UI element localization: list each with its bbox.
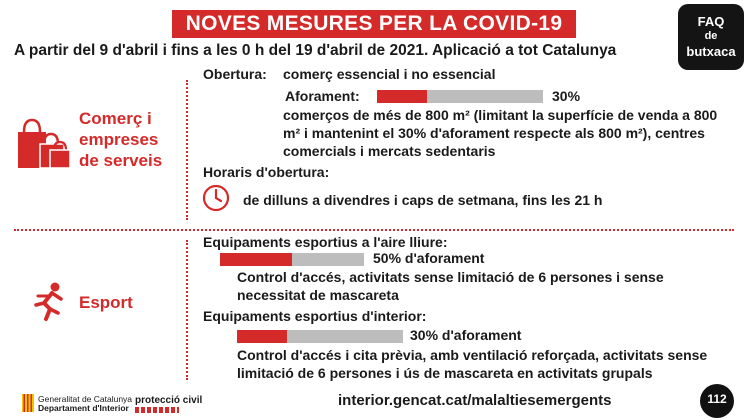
page-title: NOVES MESURES PER LA COVID-19 bbox=[172, 10, 576, 38]
interior-bar-fill bbox=[237, 330, 287, 343]
aforament-bar bbox=[377, 90, 543, 103]
clock-icon bbox=[202, 184, 230, 212]
generalitat-line1: Generalitat de Catalunya bbox=[38, 394, 133, 404]
proteccio-civil-stripes bbox=[135, 407, 179, 413]
section-divider-esport bbox=[186, 240, 188, 380]
generalitat-logo-icon bbox=[22, 394, 34, 412]
aforament-value: 30% bbox=[552, 88, 581, 104]
horaris-text: de dilluns a divendres i caps de setmana, fins les 21 h bbox=[243, 192, 603, 208]
aire-lliure-pct: 50% d'aforament bbox=[373, 250, 485, 266]
faq-badge-bottom: butxaca bbox=[686, 44, 736, 59]
running-person-icon bbox=[30, 282, 66, 322]
section-separator bbox=[14, 229, 734, 231]
interior-title: Equipaments esportius d'interior: bbox=[203, 308, 427, 324]
subtitle: A partir del 9 d'abril i fins a les 0 h del 19 d'abril de 2021. Aplicació a tot Catalunya bbox=[14, 42, 617, 59]
emergency-112-icon: 112 bbox=[700, 384, 734, 418]
interior-pct: 30% d'aforament bbox=[410, 327, 522, 343]
proteccio-civil-logo: protecció civil bbox=[135, 395, 203, 406]
aforament-label: Aforament: bbox=[285, 88, 360, 104]
faq-badge-mid: de bbox=[704, 30, 718, 42]
obertura-value: comerç essencial i no essencial bbox=[283, 66, 496, 82]
aire-lliure-text: Control d'accés, activitats sense limitació de 6 persones i sense necessitat de mascareta bbox=[237, 269, 664, 303]
obertura-label: Obertura: bbox=[203, 66, 267, 82]
horaris-label: Horaris d'obertura: bbox=[203, 164, 330, 180]
aire-lliure-bar bbox=[220, 253, 364, 266]
generalitat-logo-text bbox=[38, 395, 132, 413]
generalitat-line2: Departament d'Interior bbox=[38, 403, 129, 413]
aire-lliure-bar-fill bbox=[220, 253, 292, 266]
section-divider-comerc bbox=[186, 80, 188, 220]
interior-text: Control d'accés i cita prèvia, amb ventilació reforçada, activitats sense limitació de 6 persones i ús de mascareta en activitats grupals bbox=[237, 347, 708, 381]
superficie-text: comerços de més de 800 m² (limitant la superfície de venda a 800 m² i mantenint el 30% d'aforament respecte als 800 m²), centres comercials i mercats sedentaris bbox=[283, 107, 718, 159]
interior-bar bbox=[237, 330, 403, 343]
faq-badge bbox=[678, 4, 744, 70]
aforament-bar-fill bbox=[377, 90, 427, 103]
aire-lliure-title: Equipaments esportius a l'aire lliure: bbox=[203, 234, 448, 250]
faq-badge-top: FAQ bbox=[697, 14, 725, 29]
footer-url[interactable]: interior.gencat.cat/malaltiesemergents bbox=[338, 392, 612, 409]
shopping-bags-icon bbox=[14, 114, 72, 172]
section-label-esport: Esport bbox=[79, 293, 133, 312]
section-label-comerc: Comerç i empreses de serveis bbox=[79, 109, 163, 170]
